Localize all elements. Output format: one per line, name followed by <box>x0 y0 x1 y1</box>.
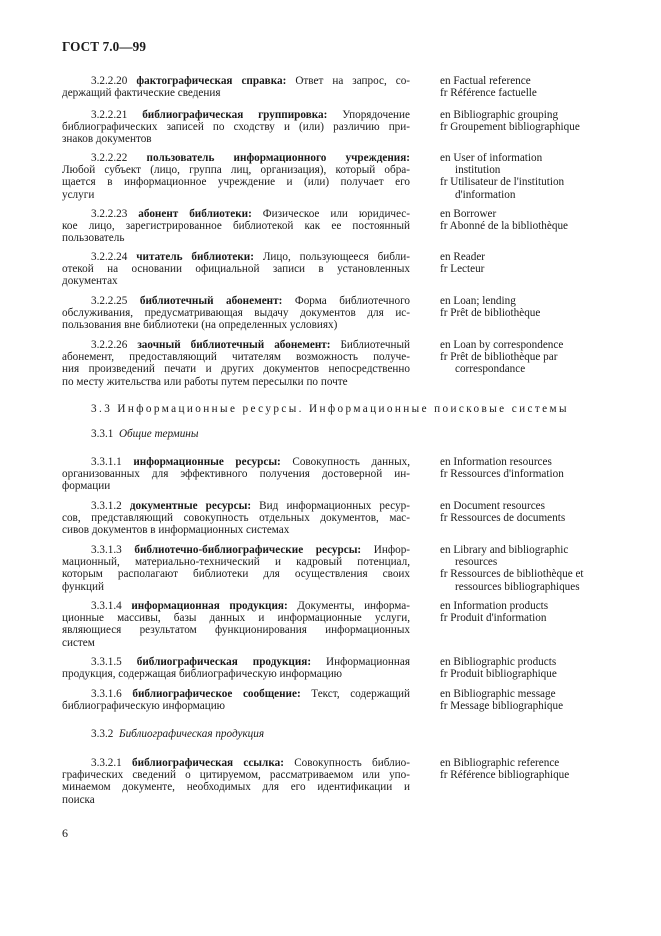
definition-text: пользования вне библиотеки (на определенных условиях) <box>62 319 338 332</box>
definition-text: минаемом документе, необходимых для его идентификации и <box>62 781 410 794</box>
definition-text: отекой на основании официальной записи в установленных <box>62 263 410 276</box>
definition-first-line <box>62 339 410 351</box>
definition-text: Инфор- <box>361 544 411 556</box>
translation-line: fr Prêt de bibliothèque par <box>440 351 558 364</box>
term-number: 3.3.1.1 <box>91 456 134 468</box>
term-definition <box>62 688 410 712</box>
term-translations <box>440 208 630 232</box>
definition-first-line <box>62 75 410 87</box>
term-name: информационная продукция: <box>131 600 288 612</box>
translation-line: fr Produit d'information <box>440 612 547 625</box>
translation-line: fr Utilisateur de l'institution <box>440 176 565 189</box>
translation-line: en Factual reference <box>440 75 531 87</box>
term-name: читатель библиотеки: <box>136 251 254 263</box>
term-name: фактографическая справка: <box>136 75 287 87</box>
definition-first-line <box>62 656 410 668</box>
definition-text: мационный, материально-технический и кадровый потенциал, <box>62 556 410 569</box>
definition-text: держащий фактические сведения <box>62 87 221 100</box>
subsection-number: 3.3.2 <box>91 728 114 740</box>
term-number: 3.2.2.20 <box>91 75 137 87</box>
definition-first-line <box>62 152 410 164</box>
translation-line: en Document resources <box>440 500 545 512</box>
definition-text: обслуживания, предусматривающая выдачу документов для ис- <box>62 307 410 320</box>
translation-line: en Loan; lending <box>440 295 516 307</box>
definition-text: формации <box>62 480 111 493</box>
definition-text: Библиотечный <box>330 339 410 351</box>
term-number: 3.2.2.21 <box>91 109 143 121</box>
translation-line: en Reader <box>440 251 486 263</box>
term-name: документные ресурсы: <box>129 500 252 512</box>
term-number: 3.3.1.4 <box>91 600 132 612</box>
definition-first-line <box>62 251 410 263</box>
definition-text: Физическое или юридичес- <box>251 208 410 220</box>
definition-text: библиографическую информацию <box>62 700 226 713</box>
definition-text: графических сведений о цитируемом, рассматриваемом или упо- <box>62 769 410 782</box>
term-number: 3.2.2.24 <box>91 251 137 263</box>
term-definition <box>62 75 410 99</box>
definition-text: Совокупность библио- <box>283 757 410 769</box>
translation-line: fr Groupement bibliographique <box>440 121 580 134</box>
subsection-heading-3-3-2 <box>91 728 264 740</box>
term-name: библиографическое сообщение: <box>132 688 301 700</box>
term-translations <box>440 600 630 624</box>
term-number: 3.3.1.3 <box>91 544 135 556</box>
definition-text: по месту жительства или работы путем пересылки по почте <box>62 375 348 388</box>
translation-line: ressources bibliographiques <box>455 580 580 593</box>
term-translations <box>440 152 630 201</box>
definition-text: систем <box>62 636 95 649</box>
definition-text: пользователь <box>62 232 125 245</box>
translation-line: en Bibliographic products <box>440 656 557 668</box>
subsection-title: Библиографическая продукция <box>118 728 265 740</box>
definition-first-line <box>62 456 410 468</box>
term-translations <box>440 251 630 275</box>
term-translations <box>440 339 630 376</box>
translation-line: en Loan by correspondence <box>440 339 564 351</box>
definition-text: абонемент, предоставляющий читателям возможность получе- <box>62 351 410 364</box>
term-definition <box>62 656 410 680</box>
definition-text: Совокупность данных, <box>280 456 410 468</box>
term-translations <box>440 757 630 781</box>
definition-text: услуги <box>62 188 95 201</box>
translation-line: en User of information <box>440 152 543 164</box>
translation-line: fr Produit bibliographique <box>440 668 557 681</box>
definition-text: Любой субъект (лицо, группа лиц, организация), который обра- <box>62 164 410 177</box>
term-name: библиотечно-библиографические ресурсы: <box>134 544 362 556</box>
definition-first-line <box>62 544 410 556</box>
definition-text: документах <box>62 275 118 288</box>
translation-line: en Bibliographic grouping <box>440 109 559 121</box>
term-translations <box>440 688 630 712</box>
subsection-number: 3.3.1 <box>91 428 114 440</box>
translation-line: correspondance <box>455 363 526 376</box>
translation-line: fr Prêt de bibliothèque <box>440 307 541 320</box>
translation-line: fr Message bibliographique <box>440 700 564 713</box>
definition-text: Документы, информа- <box>287 600 411 612</box>
translation-line: en Information products <box>440 600 549 612</box>
term-definition <box>62 456 410 493</box>
translation-line: fr Ressources d'information <box>440 468 564 481</box>
term-number: 3.3.2.1 <box>91 757 133 769</box>
page-header: ГОСТ 7.0—99 <box>62 39 147 54</box>
term-translations <box>440 295 630 319</box>
term-definition <box>62 500 410 537</box>
term-name: библиографическая продукция: <box>136 656 312 668</box>
translation-line: fr Ressources de documents <box>440 512 566 525</box>
term-number: 3.2.2.22 <box>91 152 147 164</box>
definition-first-line <box>62 208 410 220</box>
translation-line: fr Ressources de bibliothèque et <box>440 568 584 581</box>
term-name: пользователь информационного учреждения: <box>146 152 411 164</box>
term-number: 3.2.2.25 <box>91 295 140 307</box>
term-definition <box>62 208 410 245</box>
definition-text: Вид информационных ресур- <box>251 500 411 512</box>
definition-text: сов, представляющий совокупность отдельных документов, мас- <box>62 512 410 525</box>
term-number: 3.3.1.6 <box>91 688 133 700</box>
term-name: заочный библиотечный абонемент: <box>137 339 331 351</box>
definition-text: Информационная <box>311 656 410 668</box>
translation-line: fr Abonné de la bibliothèque <box>440 220 569 233</box>
term-name: библиографическая ссылка: <box>132 757 284 769</box>
subsection-title: Общие термины <box>118 428 199 440</box>
term-definition <box>62 600 410 649</box>
definition-text: кое лицо, зарегистрированное библиотекой как ее постоянный <box>62 220 410 233</box>
term-definition <box>62 152 410 201</box>
definition-text: сивов документов в информационных системах <box>62 524 290 537</box>
definition-text: поиска <box>62 793 95 806</box>
page-number: 6 <box>62 826 68 840</box>
definition-first-line <box>62 757 410 769</box>
definition-first-line <box>62 295 410 307</box>
translation-line: en Bibliographic reference <box>440 757 560 769</box>
term-number: 3.2.2.23 <box>91 208 139 220</box>
definition-text: ния произведений печати и других документов непосредственно <box>62 363 410 376</box>
definition-text: продукция, содержащая библиографическую информацию <box>62 668 343 681</box>
definition-text: Текст, содержащий <box>300 688 410 700</box>
term-definition <box>62 757 410 806</box>
translation-line: fr Référence factuelle <box>440 87 537 100</box>
definition-text: Лицо, пользующееся библи- <box>253 251 411 263</box>
translation-line: d'information <box>455 188 516 201</box>
definition-text: ционные массивы, базы данных и информационные услуги, <box>62 612 410 625</box>
translation-line: institution <box>455 164 501 177</box>
term-name: библиотечный абонемент: <box>139 295 283 307</box>
term-translations <box>440 656 630 680</box>
definition-text: Упорядочение <box>327 109 410 121</box>
definition-text: Ответ на запрос, со- <box>286 75 411 87</box>
term-translations <box>440 500 630 524</box>
term-definition <box>62 295 410 332</box>
definition-text: организованных для эффективного получения достоверной ин- <box>62 468 410 481</box>
translation-line: fr Référence bibliographique <box>440 769 570 782</box>
term-translations <box>440 544 630 593</box>
term-number: 3.3.1.5 <box>91 656 137 668</box>
translation-line: en Library and bibliographic <box>440 544 569 556</box>
section-heading-3-3: 3.3 Информационные ресурсы. Информационные поисковые системы <box>91 403 569 415</box>
definition-text: библиографических записей по сходству и (или) различию при- <box>62 121 410 134</box>
definition-text: являющиеся результатом функционирования информационных <box>62 624 410 637</box>
translation-line: fr Lecteur <box>440 263 485 276</box>
term-name: информационные ресурсы: <box>133 456 281 468</box>
definition-first-line <box>62 500 410 512</box>
term-number: 3.3.1.2 <box>91 500 130 512</box>
term-name: библиографическая группировка: <box>142 109 328 121</box>
term-definition <box>62 109 410 146</box>
term-number: 3.2.2.26 <box>91 339 138 351</box>
definition-text: которым располагают библиотеки для осуществления своих <box>62 568 410 581</box>
definition-text: Форма библиотечного <box>282 295 410 307</box>
term-translations <box>440 109 630 133</box>
term-definition <box>62 339 410 388</box>
translation-line: en Borrower <box>440 208 497 220</box>
definition-text: знаков документов <box>62 133 152 146</box>
definition-first-line <box>62 600 410 612</box>
term-definition <box>62 544 410 593</box>
subsection-heading-3-3-1 <box>91 428 198 440</box>
translation-line: en Bibliographic message <box>440 688 556 700</box>
term-definition <box>62 251 410 288</box>
definition-first-line <box>62 109 410 121</box>
term-translations <box>440 75 630 99</box>
translation-line: en Information resources <box>440 456 552 468</box>
term-translations <box>440 456 630 480</box>
definition-text: щается в информационное учреждение и (или) получает его <box>62 176 410 189</box>
definition-text: функций <box>62 580 104 593</box>
translation-line: resources <box>455 556 498 569</box>
term-name: абонент библиотеки: <box>138 208 252 220</box>
definition-first-line <box>62 688 410 700</box>
